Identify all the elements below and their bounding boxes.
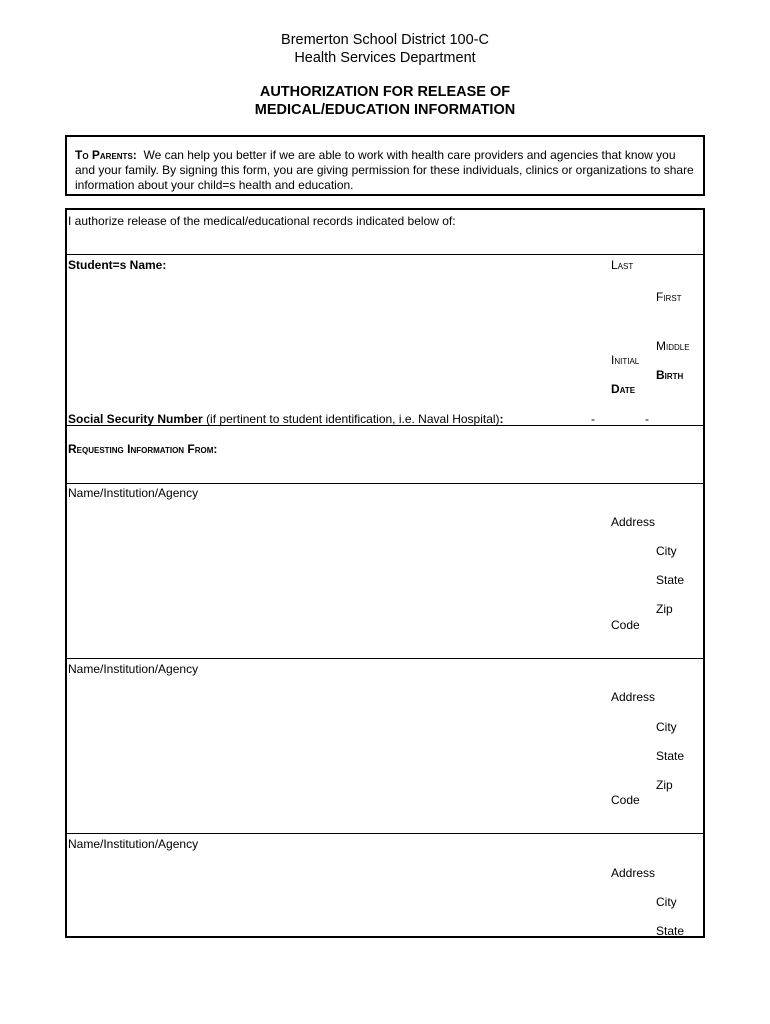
birth-label: Birth	[656, 368, 684, 382]
agency-1-state-label: State	[656, 573, 685, 587]
agency-2-state-label: State	[656, 749, 685, 763]
form-title-line2: MEDICAL/EDUCATION INFORMATION	[254, 102, 516, 118]
last-name-label: Last	[611, 258, 634, 272]
agency-1-city-label: City	[656, 544, 677, 558]
agency-3-name-label: Name/Institution/Agency	[68, 837, 199, 851]
first-name-label: First	[656, 290, 682, 304]
authorize-statement: I authorize release of the medical/educational records indicated below of:	[68, 214, 456, 228]
agency-3-state-label: State	[656, 924, 685, 938]
form-title-line1: AUTHORIZATION FOR RELEASE OF	[259, 84, 511, 100]
ssn-dash-1: -	[591, 412, 595, 426]
agency-1-address-label: Address	[611, 515, 656, 529]
parents-notice-box	[65, 135, 705, 196]
ssn-dash-2: -	[645, 412, 649, 426]
agency-2-code-label: Code	[611, 793, 640, 807]
agency-1-name-label: Name/Institution/Agency	[68, 486, 199, 500]
department-name: Health Services Department	[294, 50, 476, 66]
ssn-label: Social Security Number	[68, 412, 203, 426]
divider	[67, 425, 703, 426]
divider	[67, 658, 703, 659]
authorization-form	[65, 208, 705, 938]
initial-label: Initial	[611, 353, 640, 367]
agency-2-zip-label: Zip	[656, 778, 673, 792]
agency-2-name-label: Name/Institution/Agency	[68, 662, 199, 676]
student-name-label: Student=s Name:	[68, 258, 167, 272]
district-name: Bremerton School District 100-C	[281, 32, 489, 48]
parents-notice-text: We can help you better if we are able to work with health care providers and agencies that know you and your family. By signing this form, you are giving permission for these individuals, clinics or organizations to share information about your child=s health and education.	[75, 148, 694, 192]
middle-name-label: Middle	[656, 339, 690, 353]
divider	[67, 833, 703, 834]
date-label: Date	[611, 382, 636, 396]
parents-notice-label: To Parents:	[75, 148, 137, 162]
agency-2-address-label: Address	[611, 690, 656, 704]
agency-1-zip-label: Zip	[656, 602, 673, 616]
requesting-label: Requesting Information From:	[68, 442, 218, 456]
ssn-colon: :	[499, 412, 504, 426]
agency-3-city-label: City	[656, 895, 677, 909]
ssn-note: (if pertinent to student identification, i.e. Naval Hospital)	[206, 412, 500, 426]
divider	[67, 483, 703, 484]
divider	[67, 254, 703, 255]
agency-1-code-label: Code	[611, 618, 640, 632]
agency-3-address-label: Address	[611, 866, 656, 880]
agency-2-city-label: City	[656, 720, 677, 734]
parents-notice	[75, 148, 697, 193]
ssn-row	[68, 412, 504, 426]
